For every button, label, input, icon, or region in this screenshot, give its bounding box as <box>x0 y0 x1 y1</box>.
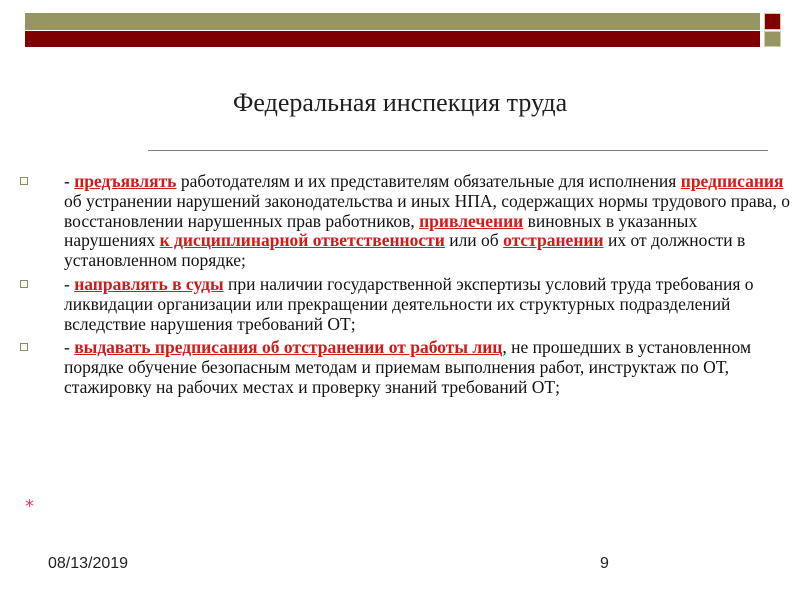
bullet-text-part: - <box>64 171 75 191</box>
highlight-term: выдавать предписания об отстранении от работы лиц <box>74 337 503 358</box>
bullet-text-part: виновных в указанных нарушениях <box>64 210 698 251</box>
square-bullet-icon <box>20 343 28 351</box>
title-divider <box>148 150 768 151</box>
bullet-text-part: , не прошедших в установленном порядке обучение безопасным методам и приемам выполнения работ, инструктаж по ОТ, стажировку на рабочих местах и проверку знаний требований ОТ; <box>64 337 752 397</box>
bullet-text-part: или об <box>444 230 504 251</box>
corner-square-maroon <box>764 13 781 30</box>
bullet-text-part: об устранении нарушений законодательства и иных НПА, содержащих нормы трудового права, о восстановлении нарушенных прав работников, <box>64 190 790 231</box>
bullet-text-part: при наличии государственной экспертизы условий труда требования о ликвидации организации или прекращении деятельности их структурных подразделений вследствие нарушения требований ОТ; <box>64 273 754 334</box>
footer-date: 08/13/2019 <box>48 555 129 572</box>
bullet-item-1 <box>20 172 792 271</box>
bullet-text-part: - <box>64 273 75 294</box>
square-bullet-icon <box>20 280 28 288</box>
bullet-text-part: - <box>64 337 75 358</box>
bullet-item-3 <box>20 338 792 397</box>
page-number: 9 <box>600 555 609 572</box>
highlight-term: к дисциплинарной ответственности <box>159 230 445 251</box>
corner-square-olive <box>764 31 781 47</box>
highlight-term: привлечении <box>419 210 524 231</box>
highlight-term: предписания <box>680 171 784 191</box>
slide-title: Федеральная инспекция труда <box>232 88 568 117</box>
highlight-term: предъявлять <box>74 171 177 191</box>
bullet-list <box>20 172 792 402</box>
asterisk-mark: * <box>25 496 34 517</box>
square-bullet-icon <box>20 177 28 185</box>
highlight-term: отстранении <box>503 230 604 251</box>
bullet-item-2 <box>20 275 792 334</box>
bullet-text-part: работодателям и их представителям обязательные для исполнения <box>176 171 681 191</box>
bullet-text-part: их от должности в установленном порядке; <box>64 230 746 271</box>
header-bar-maroon <box>25 31 760 47</box>
header-bar-olive <box>25 13 760 30</box>
highlight-term: направлять в суды <box>74 273 224 294</box>
